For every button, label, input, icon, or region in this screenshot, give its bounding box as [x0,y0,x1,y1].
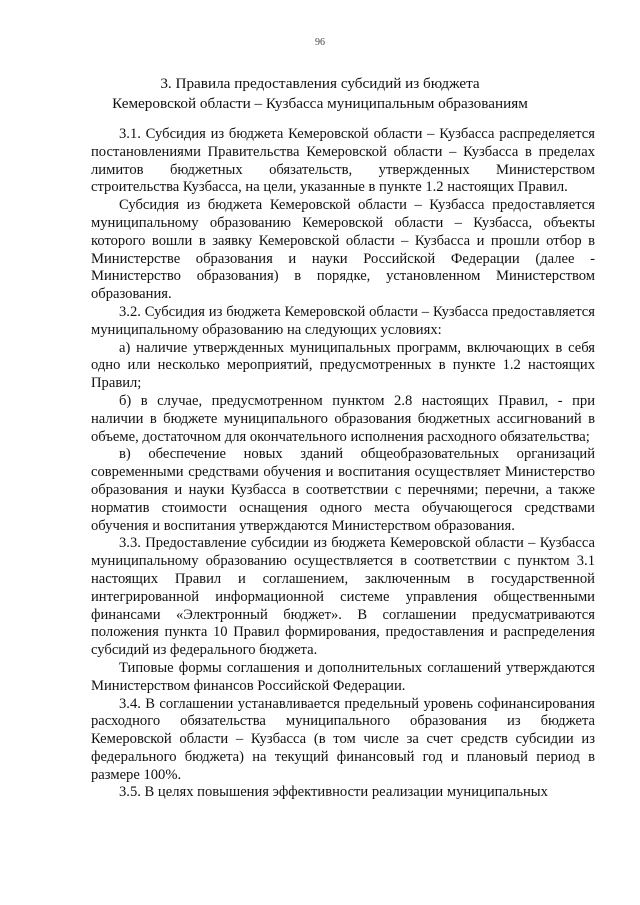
section-title [0,74,640,114]
paragraph-typical-forms: Типовые формы соглашения и дополнительных соглашений утверждаются Министерством финансов Российской Федерации. [91,659,595,694]
condition-a: а) наличие утвержденных муниципальных программ, включающих в себя одно или несколько мероприятий, предусмотренных в пункте 1.2 настоящих Правил; [91,339,595,392]
paragraph-subsidy-provision: Субсидия из бюджета Кемеровской области – Кузбасса предоставляется муниципальному образованию Кемеровской области – Кузбасса, объекты которого вошли в заявку Кемеровской области – Кузбасса и прошли отбор в Министерстве образования и науки Российской Федерации (далее - Министерство образования) в порядке, установленном Министерством образования. [91,197,595,303]
section-title-line-1: 3. Правила предоставления субсидий из бюджета [160,75,480,92]
condition-b: б) в случае, предусмотренном пунктом 2.8 настоящих Правил, - при наличии в бюджете муниципального образования бюджетных ассигнований в объеме, достаточном для окончательного исполнения расходного обязательства; [91,392,595,445]
paragraph-3-1: 3.1. Субсидия из бюджета Кемеровской области – Кузбасса распределяется постановлениями Правительства Кемеровской области – Кузбасса в пределах лимитов бюджетных обязательств, утвержденных Министерством строительства Кузбасса, на цели, указанные в пункте 1.2 настоящих Правил. [91,126,595,196]
paragraph-3-4: 3.4. В соглашении устанавливается предельный уровень софинансирования расходного обязательства муниципального образования из бюджета Кемеровской области – Кузбасса (в том числе за счет средств субсидии из федерального бюджета) на текущий финансовый год и плановый период в размере 100%. [91,695,595,783]
page-number: 96 [315,37,325,48]
section-body [91,126,595,802]
paragraph-3-5: 3.5. В целях повышения эффективности реализации муниципальных [119,784,548,801]
paragraph-3-2: 3.2. Субсидия из бюджета Кемеровской области – Кузбасса предоставляется муниципальному образованию на следующих условиях: [91,303,595,338]
condition-v: в) обеспечение новых зданий общеобразовательных организаций современными средствами обучения и воспитания осуществляет Министерство образования и науки Кузбасса в соответствии с перечнями; перечни, а также норматив стоимости оснащения одного места обучающегося средствами обучения и воспитания утверждаются Министерством образования. [91,446,595,534]
section-title-line-2: Кемеровской области – Кузбасса муниципальным образованиям [112,95,528,112]
paragraph-3-3: 3.3. Предоставление субсидии из бюджета Кемеровской области – Кузбасса муниципальному образованию осуществляется в соответствии с пунктом 3.1 настоящих Правил и соглашением, заключенным в государственной интегрированной информационной системе управления общественными финансами «Электронный бюджет». В соглашении предусматриваются положения пункта 10 Правил формирования, предоставления и распределения субсидий из федерального бюджета. [91,535,595,659]
